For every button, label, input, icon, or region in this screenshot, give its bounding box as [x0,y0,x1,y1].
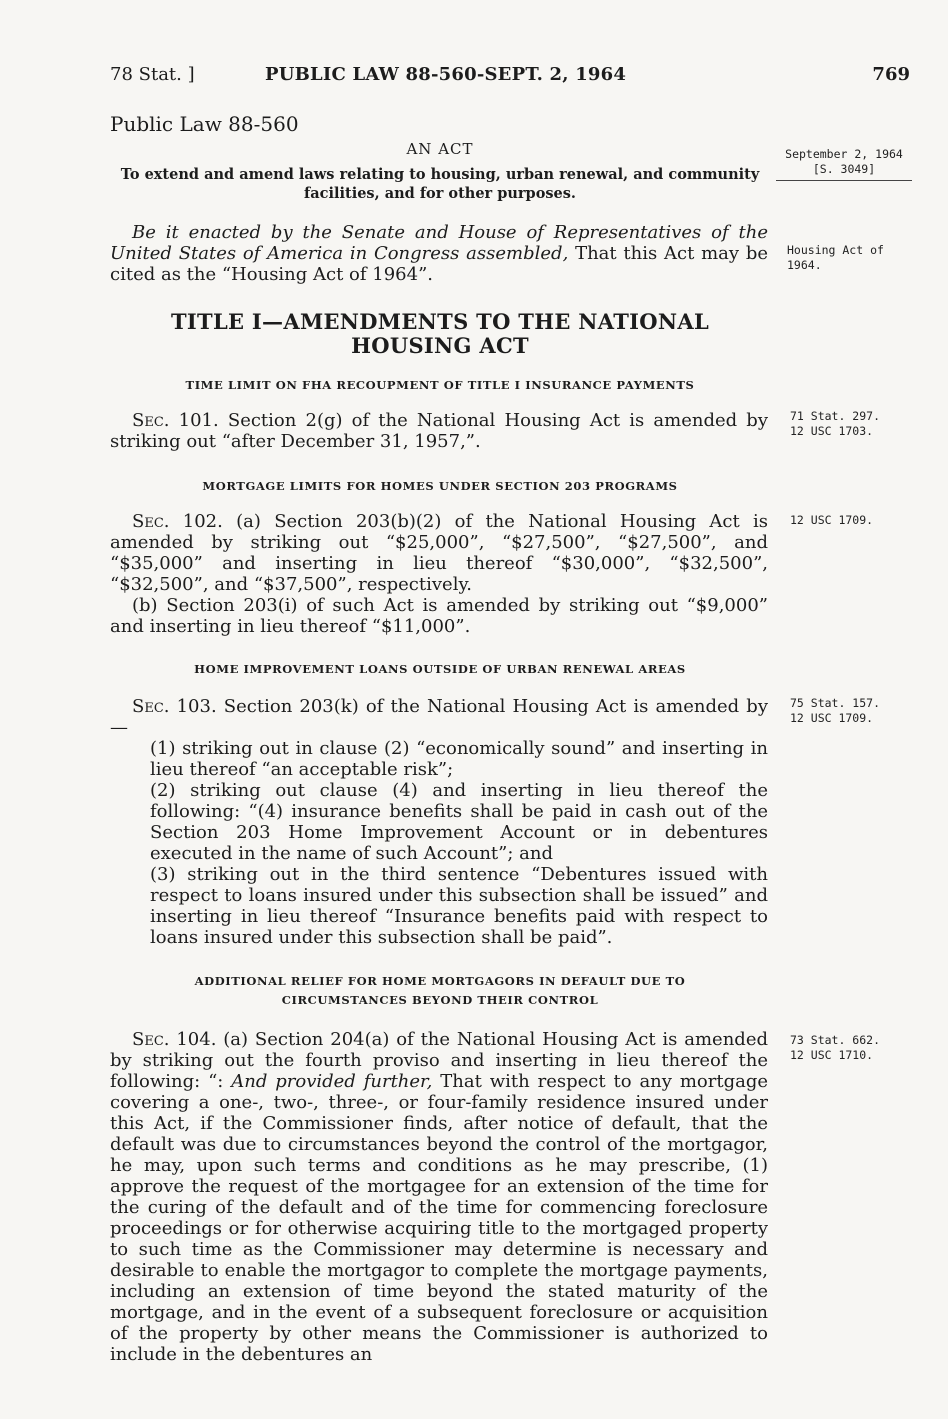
margin-sec102-usc: 12 USC 1709. [790,513,874,527]
sec101-body: Section 2(g) of the National Housing Act is amended by striking out “after December 31, 1957,”. [110,410,768,452]
act-purpose: To extend and amend laws relating to housing, urban renewal, and community facilities, and for other purposes. [120,166,760,202]
margin-short-title: Housing Act of 1964. [787,243,884,272]
sec104-text [110,1029,768,1365]
public-law-number: Public Law 88-560 [110,112,299,136]
sec104-italic: And provided further, [231,1071,433,1092]
margin-sec104-stat: 73 Stat. 662. [790,1033,881,1047]
sec103-text [110,696,768,948]
margin-sec101-usc: 12 USC 1703. [790,424,874,438]
margin-sec103-usc: 12 USC 1709. [790,711,874,725]
title-heading: TITLE I—AMENDMENTS TO THE NATIONAL HOUSING ACT [170,309,710,358]
sec102-a: (a) Section 203(b)(2) of the National Housing Act is amended by striking out “$25,000”, “$27,500”, “$27,500”, and “$35,000” and inserting in lieu thereof “$30,000”, “$32,500”, “$32,500”, and “$37,500”, respectively. [110,511,768,595]
margin-date-note [776,147,912,181]
margin-date: September 2, 1964 [785,147,903,161]
header-title: PUBLIC LAW 88-560-SEPT. 2, 1964 [265,64,627,85]
margin-sec104 [790,1033,880,1063]
running-header [110,64,910,88]
enacting-rest: That this Act may be cited as the “Housing Act of 1964”. [110,243,769,285]
margin-rule [776,180,912,181]
margin-bill: [S. 3049] [812,162,876,176]
margin-sec103 [790,696,880,726]
an-act-heading: AN ACT [406,140,474,158]
sec104-caption-line1: ADDITIONAL RELIEF FOR HOME MORTGAGORS IN DEFAULT DUE TO [194,974,686,988]
sec101-text [110,410,768,452]
margin-sec101-stat: 71 Stat. 297. [790,409,881,423]
sec104-text-b: That with respect to any mortgage covering a one-, two-, three-, or four-family residence insured under this Act, if the Commissioner finds, after notice of default, that the default was due to circumstances beyond the control of the mortgagor, he may, upon such terms and conditions as he may prescribe, (1) approve the request of the mortgagee for an extension of the time for the curing of the default and of the time for commencing foreclosure proceedings or for otherwise acquiring title to the mortgaged property to such time as the Commissioner may determine is necessary and desirable to enable the mortgagor to complete the mortgage payments, including an extension of time beyond the stated maturity of the mortgage, and in the event of a subsequent foreclosure or acquisition of the property by other means the Commissioner is authorized to include in the debentures an [110,1071,768,1365]
sec102-caption: MORTGAGE LIMITS FOR HOMES UNDER SECTION 203 PROGRAMS [202,479,678,493]
margin-sec104-usc: 12 USC 1710. [790,1048,874,1062]
page-number: 769 [872,64,910,85]
sec101-label: Sec. 101. [132,410,219,431]
sec103-clause-2: (2) striking out clause (4) and inserting in lieu thereof the following: “(4) insurance benefits shall be paid in cash out of the Section 203 Home Improvement Account or in debentures executed in the name of such Account”; and [150,780,768,864]
sec103-label: Sec. 103. [132,696,217,717]
sec102-b: (b) Section 203(i) of such Act is amended by striking out “$9,000” and inserting in lieu thereof “$11,000”. [110,595,768,637]
sec104-caption [110,972,770,1010]
sec102-label: Sec. 102. [132,511,223,532]
sec103-clause-1: (1) striking out in clause (2) “economically sound” and inserting in lieu thereof “an acceptable risk”; [150,738,768,780]
enacting-clause [110,222,768,285]
margin-sec101 [790,409,880,439]
sec104-caption-line2: CIRCUMSTANCES BEYOND THEIR CONTROL [281,993,599,1007]
sec103-intro: Section 203(k) of the National Housing Act is amended by— [110,696,768,738]
sec102-text [110,511,768,637]
sec104-text-a: (a) Section 204(a) of the National Housing Act is amended by striking out the fourth proviso and inserting in lieu thereof the following: “: [110,1029,768,1092]
sec104-label: Sec. 104. [132,1029,217,1050]
sec103-clause-3: (3) striking out in the third sentence “Debentures issued with respect to loans insured under this subsection shall be issued” and inserting in lieu thereof “Insurance benefits paid with respect to loans insured under this subsection shall be paid”. [150,864,768,948]
sec103-caption: HOME IMPROVEMENT LOANS OUTSIDE OF URBAN RENEWAL AREAS [194,662,686,676]
header-stat: 78 Stat. ] [110,64,195,85]
sec101-caption: TIME LIMIT ON FHA RECOUPMENT OF TITLE I INSURANCE PAYMENTS [185,378,695,392]
margin-sec102 [790,513,873,528]
margin-sec103-stat: 75 Stat. 157. [790,696,881,710]
enacting-italic: Be it enacted by the Senate and House of Representatives of the United States of America in Congress assembled, [110,222,768,264]
